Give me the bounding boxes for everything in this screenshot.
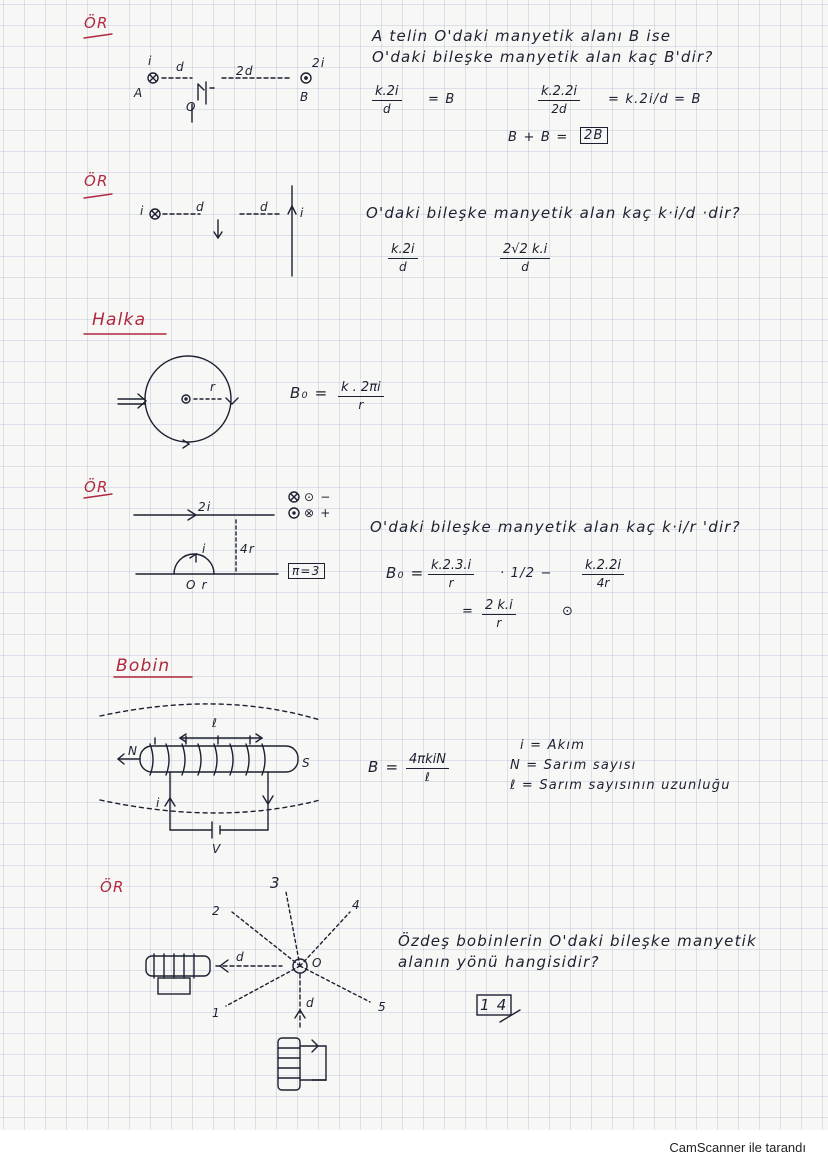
q1-fraction-2: $\frac{k.2.2i}{2d}$ — [538, 84, 580, 116]
q3-label-or: O r — [186, 578, 208, 592]
bobin-def-current: i = Akım — [520, 738, 586, 753]
q4-question-line1: Özdeş bobinlerin O'daki bileşke manyetik — [398, 932, 757, 950]
q3-eq-result: $\frac{2 k.i}{r}$ — [482, 598, 516, 630]
q1-label-B: B — [300, 90, 310, 104]
q1-label-O: O — [186, 100, 197, 114]
q1-label-i: i — [148, 54, 153, 68]
q2-fraction-2: $\frac{2√2 k.i}{d}$ — [500, 242, 550, 274]
section-title-halka: Halka — [92, 310, 147, 330]
q3-pi-value: π=3 — [288, 564, 325, 578]
q4-direction-1: 1 — [212, 1006, 221, 1020]
q2-label-d1: d — [196, 200, 205, 214]
q1-eq1-rhs: = B — [428, 92, 456, 107]
q1-answer: 2B — [580, 128, 608, 143]
q1-text-line2: O'daki bileşke manyetik alan kaç B'dir? — [372, 48, 714, 66]
q1-eq2-rhs: = k.2i/d = B — [608, 92, 702, 107]
q2-label-i: i — [140, 204, 145, 218]
q3-label-2i: 2i — [198, 500, 212, 514]
q2-label-i2: i — [300, 206, 305, 220]
bobin-def-length: ℓ = Sarım sayısının uzunluğu — [510, 778, 731, 793]
example-label-1: ÖR — [84, 14, 109, 32]
q4-label-d1: d — [236, 950, 245, 964]
q3-legend-in: ⊗ + — [304, 506, 332, 520]
section-title-bobin: Bobin — [116, 656, 171, 676]
bobin-label-V: V — [212, 842, 222, 856]
bobin-def-turns: N = Sarım sayısı — [510, 758, 637, 773]
example-label-4: ÖR — [100, 878, 125, 896]
example-label-2: ÖR — [84, 172, 109, 190]
q1-label-2d: 2d — [236, 64, 254, 78]
q3-label-4r: 4r — [240, 542, 255, 556]
q3-eq-result-prefix: = — [462, 604, 475, 619]
bobin-label-i: i — [156, 796, 161, 810]
halka-formula-fraction: $\frac{k . 2\pi i}{r}$ — [338, 380, 384, 412]
q2-question: O'daki bileşke manyetik alan kaç k·i/d ·dir? — [366, 204, 741, 222]
halka-label-r: r — [210, 380, 217, 394]
example-label-3: ÖR — [84, 478, 109, 496]
q2-label-d2: d — [260, 200, 269, 214]
bobin-formula-fraction: 4πkiN ℓ — [406, 752, 449, 784]
bobin-label-S: S — [302, 756, 311, 770]
q1-sum: B + B = — [508, 130, 569, 145]
solenoid-body — [140, 746, 298, 772]
q3-eq-lhs: B₀ = — [386, 564, 425, 582]
q1-label-A: A — [134, 86, 144, 100]
q3-question: O'daki bileşke manyetik alan kaç k·i/r 'dir? — [370, 518, 741, 536]
q1-text-line1: A telin O'daki manyetik alanı B ise — [372, 27, 672, 45]
q3-eq-term1: $\frac{k.2.3.i}{r}$ — [428, 558, 474, 590]
bobin-label-l: ℓ — [212, 716, 219, 730]
q4-direction-4: 4 — [352, 898, 361, 912]
q3-eq-result-suffix: ⊙ — [562, 604, 575, 619]
q3-eq-half: · 1/2 − — [500, 566, 553, 581]
q3-eq-term2: $\frac{k.2.2i}{4r}$ — [582, 558, 624, 590]
q3-label-i: i — [202, 542, 207, 556]
q1-label-d: d — [176, 60, 185, 74]
halka-formula-lhs: B₀ = — [290, 384, 329, 402]
q4-answer: 1 4 — [480, 996, 508, 1014]
q4-direction-2: 2 — [212, 904, 221, 918]
q4-label-O: O — [312, 956, 323, 970]
bobin-formula-lhs: B = — [368, 758, 400, 776]
q1-fraction-1: $\frac{k.2i}{d}$ — [372, 84, 402, 116]
q1-label-2i: 2i — [312, 56, 326, 70]
q2-fraction-1: $\frac{k.2i}{d}$ — [388, 242, 418, 274]
q4-direction-5: 5 — [378, 1000, 387, 1014]
q4-direction-3: 3 — [270, 874, 281, 892]
q3-legend-out: ⊙ − — [304, 490, 332, 504]
q4-question-line2: alanın yönü hangisidir? — [398, 953, 600, 971]
bobin-label-N: N — [128, 744, 139, 758]
q4-label-d2: d — [306, 996, 315, 1010]
scanner-watermark: CamScanner ile tarandı — [669, 1140, 806, 1155]
